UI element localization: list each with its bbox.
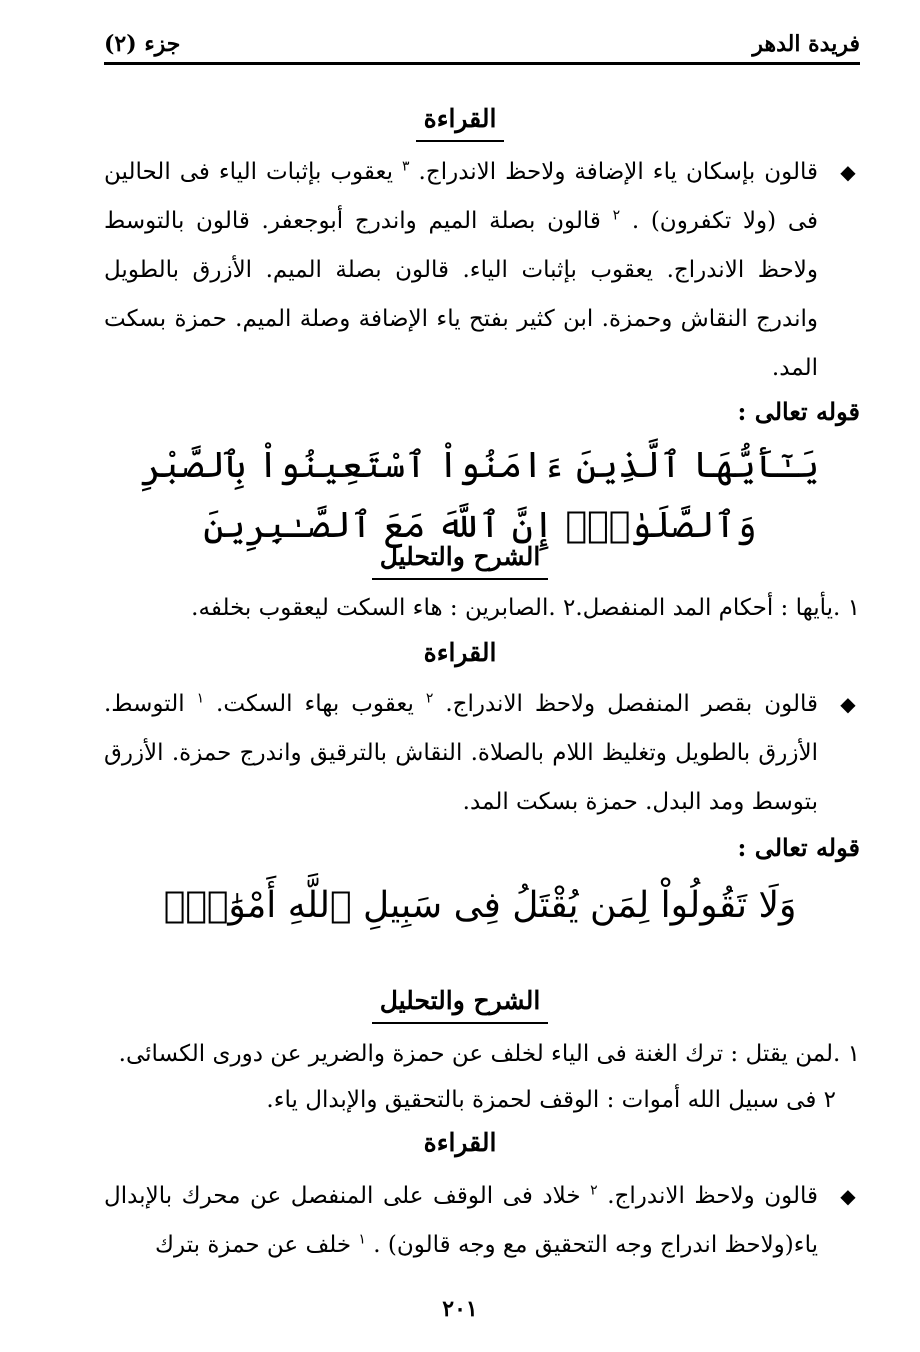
reading-heading-3: القراءة: [423, 1128, 497, 1157]
diamond-bullet-icon: ◆: [840, 692, 856, 716]
quran-verse-2: وَلَا تَقُولُواْ لِمَن يُقْتَلُ فِى سَبِيلِ ٱللَّهِ أَمْوَٰتٌۢ: [163, 885, 797, 926]
analysis-line: ٢ فى سبيل الله أموات : الوقف لحمزة بالتحقيق والإبدال ياء.: [266, 1087, 836, 1113]
quran-verse-1: يَـٰٓأَيُّهَا ٱلَّذِينَ ءَامَنُواْ ٱسْتَعِينُواْ بِٱلصَّبْرِ وَٱلصَّلَوٰةِۚ إِنَّ ٱللَّهَ مَعَ ٱلصَّـٰبِرِينَ: [140, 445, 820, 546]
note-marker: ٢: [612, 207, 621, 224]
analysis-heading-2: الشرح والتحليل: [0, 982, 920, 1024]
reading-paragraph-1: ◆ قالون بإسكان ياء الإضافة ولاحظ الاندراج. $^٣$ يعقوب بإثبات الياء فى الحالين فى (ولا تكفرون) . $^٢$ قالون بصلة الميم واندرج أبوجعفر. قالون بالتوسط ولاحظ الاندراج. يعقوب بإثبات الياء. قالون بصلة الميم. الأزرق بالطويل واندرج النقاش وحمزة. ابن كثير بفتح ياء الإضافة وصلة الميم. حمزة بسكت المد.: [104, 148, 860, 393]
note-marker: ٢: [590, 1182, 598, 1199]
diamond-bullet-icon: ◆: [840, 1184, 856, 1208]
note-marker: ١: [358, 1231, 366, 1248]
note-marker: ٣: [402, 158, 410, 175]
note-marker: ١: [196, 690, 205, 707]
part-label: جزء (٢): [104, 31, 181, 57]
verse-intro-2: قوله تعالى :: [737, 833, 860, 862]
page-number: ٢٠١: [442, 1296, 478, 1322]
reading-heading-2: القراءة: [423, 638, 497, 667]
reading-paragraph-3: ◆ قالون ولاحظ الاندراج. $^٢$ خلاد فى الوقف على المنفصل عن محرك بالإبدال ياء(ولاحظ اندراج وجه التحقيق مع وجه قالون) . $^١$ خلف عن حمزة بترك: [104, 1172, 860, 1270]
note-marker: ٢: [425, 690, 434, 707]
analysis-heading-1: الشرح والتحليل: [0, 538, 920, 580]
analysis-line: ١ .لمن يقتل : ترك الغنة فى الياء لخلف عن حمزة والضرير عن دورى الكسائى.: [118, 1041, 860, 1067]
verse-intro-1: قوله تعالى :: [737, 397, 860, 426]
header-rule: [104, 62, 860, 65]
diamond-bullet-icon: ◆: [840, 160, 856, 184]
reading-heading-1: القراءة: [0, 100, 920, 142]
running-header: [104, 24, 860, 64]
reading-paragraph-2: ◆ قالون بقصر المنفصل ولاحظ الاندراج. $^٢$ يعقوب بهاء السكت. $^١$ التوسط. الأزرق بالطويل وتغليظ اللام بالصلاة. النقاش بالترقيق واندرج حمزة. الأزرق بتوسط ومد البدل. حمزة بسكت المد.: [104, 680, 860, 827]
book-title: فريدة الدهر: [752, 31, 860, 57]
analysis-line: ١ .يأيها : أحكام المد المنفصل.٢ .الصابرين : هاء السكت ليعقوب بخلفه.: [191, 595, 860, 621]
